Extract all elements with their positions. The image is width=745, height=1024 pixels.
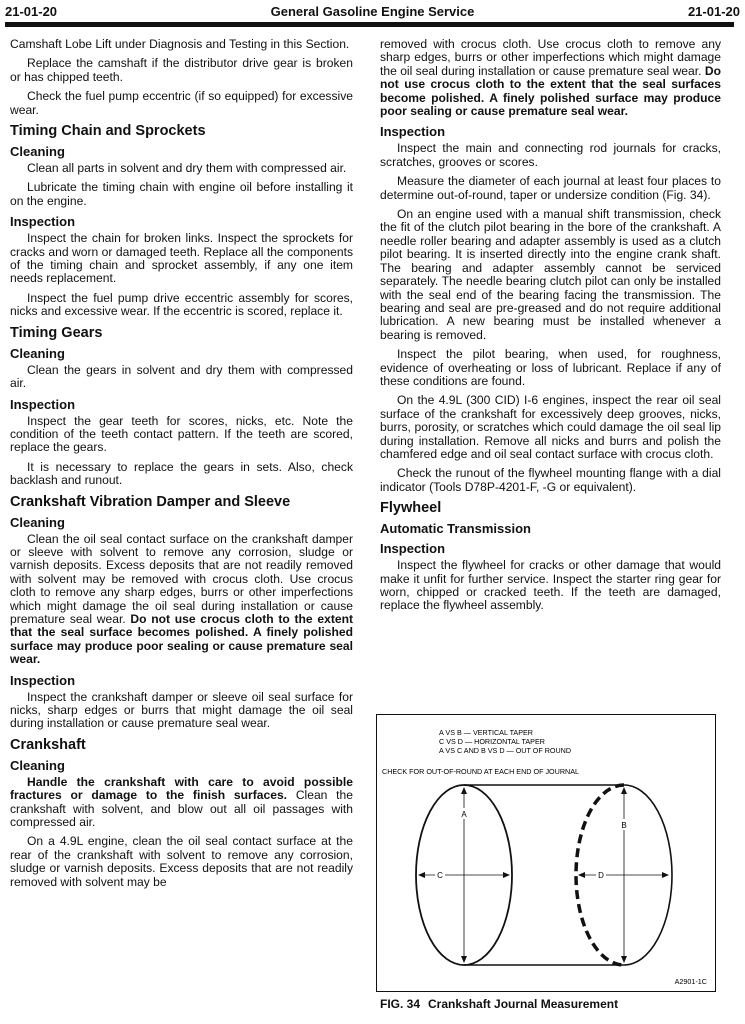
paragraph-text: removed with crocus cloth. Use crocus cloth to remove any sharp edges, burrs or other imperfections which might damage the oil seal during installation or cause premature seal wear. xyxy=(380,37,721,78)
figure-ref-code: A2901-1C xyxy=(674,977,707,986)
paragraph: Camshaft Lobe Lift under Diagnosis and Testing in this Section. xyxy=(10,37,350,51)
left-column xyxy=(10,38,353,895)
paragraph: It is necessary to replace the gears in sets. Also, check backlash and runout. xyxy=(10,459,353,488)
right-column xyxy=(380,38,721,619)
subheading: Inspection xyxy=(10,672,76,688)
warning-text: Handle the crankshaft with care to avoid possible fractures or damage to the finish surfaces. xyxy=(10,774,353,803)
arrow-b-bottom xyxy=(621,956,627,963)
legend-vertical-taper: A VS B — VERTICAL TAPER xyxy=(439,728,533,737)
label-a: A xyxy=(461,810,467,819)
figure-34 xyxy=(376,714,716,992)
figure-number: FIG. 34 xyxy=(380,997,421,1011)
paragraph xyxy=(10,533,353,667)
arrow-b-top xyxy=(621,787,627,794)
header-rule xyxy=(5,22,734,27)
paragraph: Inspect the pilot bearing, when used, for roughness, evidence of overheating or loss of lubricant. Replace if any of these conditions are found. xyxy=(380,347,721,388)
paragraph: Clean the gears in solvent and dry them with compressed air. xyxy=(10,362,353,391)
arrow-a-top xyxy=(461,787,467,794)
paragraph: Check the runout of the flywheel mounting flange with a dial indicator (Tools D78P-4201-F, -G or equivalent). xyxy=(380,466,721,494)
paragraph: Inspect the gear teeth for scores, nicks, etc. Note the condition of the teeth contact pattern. If the teeth are scored, replace the gears. xyxy=(10,413,353,455)
paragraph: On a 4.9L engine, clean the oil seal contact surface at the rear of the crankshaft with solvent to remove any corrosion, sludge or varnish deposits. Excess deposits that are not readily removed with solvent may be xyxy=(10,834,353,889)
paragraph: On an engine used with a manual shift transmission, check the fit of the clutch pilot bearing in the bore of the crankshaft. A needle roller bearing and adapter assembly is used as a clutch pilot bearing. It is inserted directly into the engine crank shaft. The bearing and adapter assembly cannot be serviced separately. The needle bearing clutch pilot can only be installed with the seal end of the bearing facing the transmission. The bearing and seal are pre-greased and do not require additional lubrication. A new bearing must be installed whenever a bearing is removed. xyxy=(380,207,721,342)
paragraph-text: Clean the oil seal contact surface on the crankshaft damper or sleeve with solvent to remove any corrosion, sludge or varnish deposits. Excess deposits that are not readily removed with solvent may be removed with crocus cloth. Use crocus cloth to remove any sharp edges, burrs or other imperfections which might damage the oil seal during installation or cause premature seal wear. xyxy=(10,531,353,626)
figure-caption xyxy=(380,997,626,1011)
section-heading: Crankshaft Vibration Damper and Sleeve xyxy=(10,493,291,510)
section-heading: Timing Chain and Sprockets xyxy=(10,123,206,140)
paragraph: Inspect the fuel pump drive eccentric assembly for scores, nicks and excessive wear. If the eccentric is scored, replace it. xyxy=(10,290,353,319)
paragraph: Lubricate the timing chain with engine oil before installing it on the engine. xyxy=(10,180,353,208)
page-header xyxy=(5,4,740,22)
journal-diagram xyxy=(377,715,715,991)
arrow-c-right xyxy=(503,872,510,878)
subheading: Cleaning xyxy=(10,345,65,361)
warning-text: Do not use crocus cloth to the extent that the seal surface becomes polished. A finely polished surface may produce poor sealing or cause premature seal wear. xyxy=(10,611,353,667)
section-heading: Crankshaft xyxy=(10,736,86,753)
paragraph: On the 4.9L (300 CID) I-6 engines, inspect the rear oil seal surface of the crankshaft for excessively deep grooves, nicks, burrs, porosity, or scratches which could damage the oil seal lip during installation. Remove all nicks and burrs and polish the chamfered edge and oil seal contact surface with crocus cloth. xyxy=(380,393,721,461)
running-title: General Gasoline Engine Service xyxy=(270,4,475,19)
subheading: Inspection xyxy=(380,124,446,140)
paragraph: Inspect the crankshaft damper or sleeve oil seal surface for nicks, sharp edges or burrs that might damage the oil seal during installation or cause premature seal wear. xyxy=(10,689,353,731)
subheading: Inspection xyxy=(380,541,446,557)
label-c: C xyxy=(437,871,443,880)
arrow-d-left xyxy=(578,872,585,878)
arrow-a-bottom xyxy=(461,956,467,963)
subheading: Cleaning xyxy=(10,514,65,530)
paragraph: Check the fuel pump eccentric (if so equipped) for excessive wear. xyxy=(10,89,353,117)
paragraph: Inspect the chain for broken links. Inspect the sprockets for cracks and worn or damaged teeth. Replace all the components of the timing chain and sprocket assembly, if any one item needs replacement. xyxy=(10,231,353,286)
label-d: D xyxy=(598,871,604,880)
subheading: Inspection xyxy=(10,214,76,230)
section-heading: Timing Gears xyxy=(10,324,103,341)
arrow-c-left xyxy=(418,872,425,878)
page-number-right: 21-01-20 xyxy=(687,4,740,19)
paragraph: Measure the diameter of each journal at least four places to determine out-of-round, taper or undersize condition (Fig. 34). xyxy=(380,174,721,202)
section-heading: Flywheel xyxy=(380,500,442,517)
legend-out-of-round: A VS C AND B VS D — OUT OF ROUND xyxy=(439,746,572,755)
paragraph: Inspect the flywheel for cracks or other damage that would make it unfit for further service. Inspect the starter ring gear for worn, chipped or cracked teeth. If the teeth are damaged, replace the flywheel assembly. xyxy=(380,558,721,613)
subheading: Automatic Transmission xyxy=(380,521,531,537)
paragraph-text: Clean the crankshaft with solvent, and blow out all oil passages with compressed air. xyxy=(10,788,353,830)
legend-horizontal-taper: C VS D — HORIZONTAL TAPER xyxy=(439,737,545,746)
paragraph: Replace the camshaft if the distributor drive gear is broken or has chipped teeth. xyxy=(10,56,353,84)
subheading: Cleaning xyxy=(10,757,65,773)
figure-title: Crankshaft Journal Measurement xyxy=(428,997,619,1011)
page-number-left: 21-01-20 xyxy=(5,4,58,19)
subheading: Inspection xyxy=(10,396,76,412)
warning-text: Do not use crocus cloth to the extent that the seal surfaces become polished. A finely polished surface may produce poor sealing or cause premature seal wear. xyxy=(380,63,721,119)
note-check-out-of-round: CHECK FOR OUT-OF-ROUND AT EACH END OF JOURNAL xyxy=(382,767,580,776)
paragraph: Inspect the main and connecting rod journals for cracks, scratches, grooves or scores. xyxy=(380,141,721,169)
arrow-d-right xyxy=(662,872,669,878)
subheading: Cleaning xyxy=(10,144,65,160)
paragraph: Clean all parts in solvent and dry them with compressed air. xyxy=(27,161,347,176)
paragraph xyxy=(10,776,353,830)
label-b: B xyxy=(621,821,627,830)
paragraph xyxy=(380,38,721,118)
